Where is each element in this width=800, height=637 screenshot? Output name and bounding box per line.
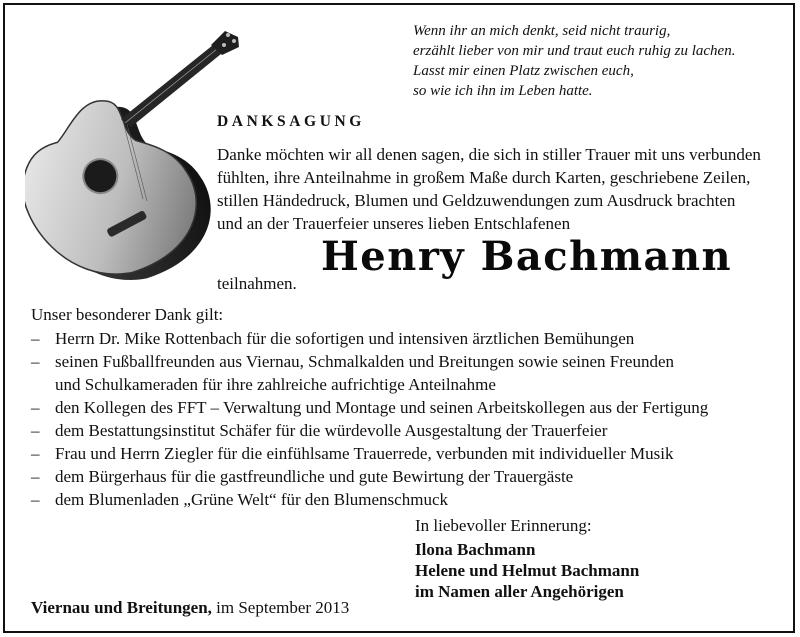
intro-line: Danke möchten wir all denen sagen, die sich in stiller Trauer mit uns verbunden: [217, 145, 761, 164]
list-item: – Herrn Dr. Mike Rottenbach für die sofortigen und intensiven ärztlichen Bemühungen: [31, 329, 635, 348]
memory-line: In liebevoller Erinnerung:: [415, 516, 592, 535]
signers: [415, 539, 639, 602]
poem-line: Wenn ihr an mich denkt, seid nicht traurig,: [413, 23, 671, 39]
list-item: – den Kollegen des FFT – Verwaltung und Montage und seinen Arbeitskollegen aus der Fertigung: [31, 398, 709, 417]
place: Viernau und Breitungen,: [31, 598, 212, 617]
poem-line: Lasst mir einen Platz zwischen euch,: [413, 63, 634, 79]
poem-line: so wie ich ihn im Leben hatte.: [413, 83, 593, 99]
list-item: – Frau und Herrn Ziegler für die einfühlsame Trauerrede, verbunden mit individueller Musik: [31, 444, 674, 463]
list-item: – seinen Fußballfreunden aus Viernau, Schmalkalden und Breitungen sowie seinen Freunden und Schulkameraden für ihre zahlreiche aufrichtige Anteilnahme: [31, 352, 675, 394]
guitar-icon: [25, 23, 245, 293]
intro-line: und an der Trauerfeier unseres lieben Entschlafenen: [217, 214, 571, 233]
place-date: [31, 598, 349, 618]
date: im September 2013: [216, 598, 350, 617]
dash: –: [31, 398, 40, 417]
list-item: – dem Blumenladen „Grüne Welt“ für den Blumenschmuck: [31, 490, 448, 509]
dash: –: [31, 444, 40, 463]
poem-line: erzählt lieber von mir und traut euch ruhig zu lachen.: [413, 43, 736, 59]
deceased-name: Henry Bachmann: [321, 233, 733, 280]
dash: –: [31, 421, 40, 440]
obituary-card: [3, 3, 795, 633]
dash: –: [31, 329, 40, 348]
intro-closing: teilnahmen.: [217, 274, 297, 293]
intro-line: fühlten, ihre Anteilnahme in großem Maße durch Karten, geschriebene Zeilen,: [217, 168, 751, 187]
list-item: – dem Bürgerhaus für die gastfreundliche und gute Bewirtung der Trauergäste: [31, 467, 574, 486]
thanks-list: [31, 327, 771, 511]
dash: –: [31, 467, 40, 486]
intro-line: stillen Händedruck, Blumen und Geldzuwendungen zum Ausdruck brachten: [217, 191, 736, 210]
signer-name: Helene und Helmut Bachmann: [415, 561, 640, 580]
thanks-heading: Unser besonderer Dank gilt:: [31, 305, 224, 324]
poem: [413, 21, 783, 101]
dash: –: [31, 352, 40, 371]
page-title: DANKSAGUNG: [217, 113, 365, 130]
signer-name: Ilona Bachmann: [415, 540, 536, 559]
list-item: – dem Bestattungsinstitut Schäfer für die würdevolle Ausgestaltung der Trauerfeier: [31, 421, 608, 440]
intro-text: [217, 143, 787, 235]
signer-name: im Namen aller Angehörigen: [415, 582, 624, 601]
dash: –: [31, 490, 40, 509]
